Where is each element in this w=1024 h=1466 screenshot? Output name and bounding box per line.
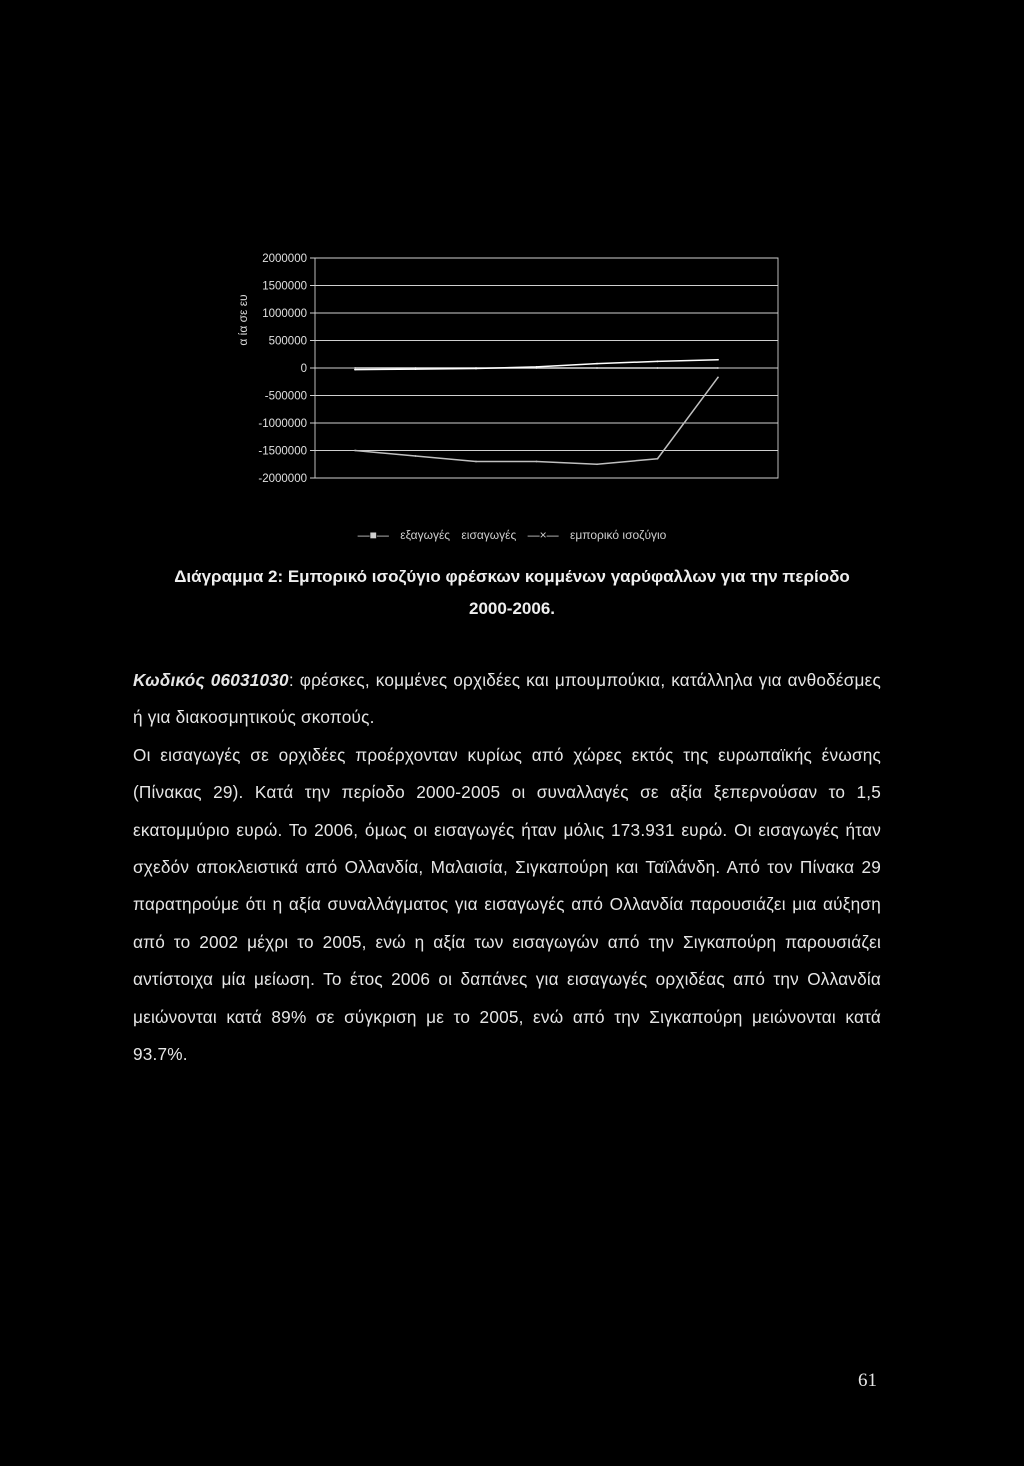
y-tick-label: -500000 xyxy=(264,390,307,403)
series-1-point xyxy=(717,376,719,378)
series-0-point xyxy=(717,367,719,369)
y-tick-label: -2000000 xyxy=(258,473,307,485)
series-0-point xyxy=(354,367,356,369)
chart-svg xyxy=(0,0,1024,520)
y-tick-label: 1000000 xyxy=(262,308,307,320)
y-tick-label: -1500000 xyxy=(258,445,307,458)
caption-line-2: 2000-2006. xyxy=(468,599,556,618)
series-2-point xyxy=(475,368,477,370)
caption-line-1: Διάγραμμα 2: Εμπορικό ισοζύγιο φρέσκων κομμένων γαρύφαλλων για την περίοδο xyxy=(174,567,850,586)
series-line-1 xyxy=(355,377,718,464)
series-1-point xyxy=(354,450,356,452)
legend-imports: εισαγωγές xyxy=(461,528,517,542)
y-tick-label: 1500000 xyxy=(262,280,307,293)
series-2-point xyxy=(657,361,659,363)
y-tick-label: 0 xyxy=(300,363,307,375)
series-2-point xyxy=(415,368,417,370)
body-text xyxy=(133,662,881,1073)
y-tick-label: -1000000 xyxy=(258,418,307,430)
code-paragraph xyxy=(133,662,881,737)
legend-exports: εξαγωγές xyxy=(400,528,451,542)
series-2-point xyxy=(717,359,719,361)
series-1-point xyxy=(596,463,598,465)
y-tick-label: 2000000 xyxy=(262,253,307,265)
series-2-point xyxy=(536,366,538,368)
imports-paragraph: Οι εισαγωγές σε ορχιδέες προέρχονταν κυρίως από χώρες εκτός της ευρωπαϊκής ένωσης (Πίνακας 29). Κατά την περίοδο 2000-2005 οι συναλλαγές σε αξία ξεπερνούσαν το 1,5 εκατομμύριο ευρώ. Το 2006, όμως οι εισαγωγές ήταν μόλις 173.931 ευρώ. Οι εισαγωγές ήταν σχεδόν αποκλειστικά από Ολλανδία, Μαλαισία, Σιγκαπούρη και Ταϊλάνδη. Από τον Πίνακα 29 παρατηρούμε ότι η αξία συναλλάγματος για εισαγωγές από Ολλανδία παρουσιάζει μια αύξηση από το 2002 μέχρι το 2005, ενώ η αξία των εισαγωγών από την Σιγκαπούρη παρουσιάζει αντίστοιχα μία μείωση. Το έτος 2006 οι δαπάνες για εισαγωγές ορχιδέας από την Ολλανδία μειώνονται κατά 89% σε σύγκριση με το 2005, ενώ από την Σιγκαπούρη μειώνονται κατά 93.7%. xyxy=(133,744,881,1065)
series-2-point xyxy=(596,363,598,365)
y-axis-label: α ία σε ευ xyxy=(236,294,250,346)
figure-caption xyxy=(120,561,904,625)
series-0-point xyxy=(596,367,598,369)
chart-legend xyxy=(0,528,1024,542)
legend-balance: εμπορικό ισοζύγιο xyxy=(570,528,667,542)
product-code: Κωδικός 06031030 xyxy=(133,670,289,690)
legend-marker-balance: —×— xyxy=(527,528,559,542)
y-tick-label: 500000 xyxy=(268,335,307,348)
series-1-point xyxy=(415,455,417,457)
trade-balance-chart xyxy=(0,0,1024,560)
legend-marker-exports: —■— xyxy=(357,528,389,542)
series-1-point xyxy=(475,461,477,463)
series-0-point xyxy=(657,367,659,369)
page-number: 61 xyxy=(858,1370,877,1391)
series-2-point xyxy=(354,369,356,371)
series-1-point xyxy=(536,461,538,463)
series-1-point xyxy=(657,458,659,460)
product-description: : φρέσκες, κομμένες ορχιδέες και μπουμπούκια, κατάλληλα για ανθοδέσμες ή για διακοσμητικούς σκοπούς. xyxy=(133,670,881,728)
